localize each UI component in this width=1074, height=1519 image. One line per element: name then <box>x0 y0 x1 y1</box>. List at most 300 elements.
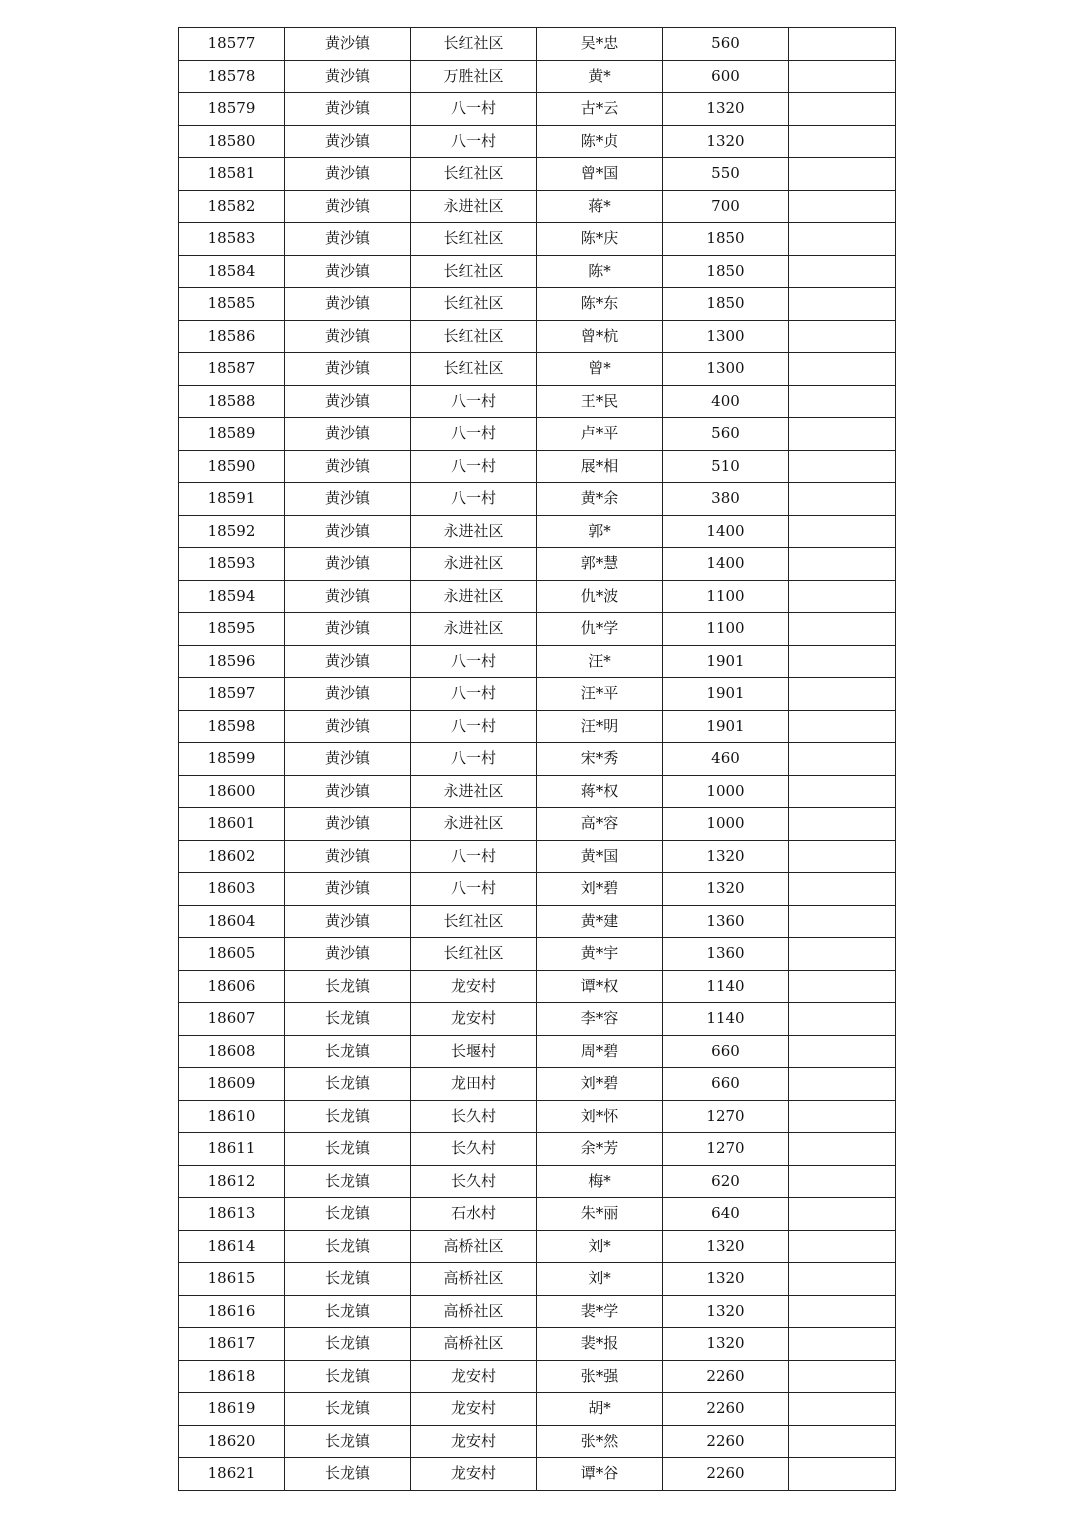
cell-serial-number: 18593 <box>179 548 285 581</box>
cell-note <box>789 873 896 906</box>
cell-name: 谭*谷 <box>537 1458 663 1491</box>
cell-amount: 1320 <box>663 1328 789 1361</box>
cell-town: 黄沙镇 <box>285 385 411 418</box>
cell-serial-number: 18592 <box>179 515 285 548</box>
cell-name: 朱*丽 <box>537 1198 663 1231</box>
cell-amount: 660 <box>663 1068 789 1101</box>
cell-serial-number: 18601 <box>179 808 285 841</box>
cell-serial-number: 18606 <box>179 970 285 1003</box>
table-row <box>179 548 896 581</box>
cell-amount: 1320 <box>663 1230 789 1263</box>
cell-note <box>789 1165 896 1198</box>
cell-name: 刘*怀 <box>537 1100 663 1133</box>
cell-town: 长龙镇 <box>285 1230 411 1263</box>
cell-note <box>789 840 896 873</box>
cell-town: 黄沙镇 <box>285 840 411 873</box>
cell-village: 长久村 <box>411 1133 537 1166</box>
table-row <box>179 60 896 93</box>
cell-name: 卢*平 <box>537 418 663 451</box>
cell-town: 黄沙镇 <box>285 190 411 223</box>
cell-village: 八一村 <box>411 93 537 126</box>
cell-town: 黄沙镇 <box>285 320 411 353</box>
cell-name: 黄* <box>537 60 663 93</box>
cell-serial-number: 18614 <box>179 1230 285 1263</box>
cell-note <box>789 320 896 353</box>
table-row <box>179 1003 896 1036</box>
cell-name: 古*云 <box>537 93 663 126</box>
cell-amount: 1140 <box>663 970 789 1003</box>
cell-name: 曾* <box>537 353 663 386</box>
cell-town: 黄沙镇 <box>285 938 411 971</box>
cell-name: 刘* <box>537 1230 663 1263</box>
cell-name: 汪*平 <box>537 678 663 711</box>
cell-amount: 620 <box>663 1165 789 1198</box>
cell-village: 长堰村 <box>411 1035 537 1068</box>
cell-amount: 2260 <box>663 1360 789 1393</box>
cell-note <box>789 710 896 743</box>
cell-village: 八一村 <box>411 710 537 743</box>
cell-name: 张*强 <box>537 1360 663 1393</box>
table-row <box>179 678 896 711</box>
cell-village: 龙田村 <box>411 1068 537 1101</box>
cell-amount: 1300 <box>663 353 789 386</box>
cell-note <box>789 1133 896 1166</box>
cell-village: 龙安村 <box>411 1360 537 1393</box>
cell-amount: 700 <box>663 190 789 223</box>
cell-amount: 2260 <box>663 1393 789 1426</box>
cell-serial-number: 18580 <box>179 125 285 158</box>
cell-note <box>789 1458 896 1491</box>
cell-amount: 600 <box>663 60 789 93</box>
cell-village: 长红社区 <box>411 28 537 61</box>
cell-name: 胡* <box>537 1393 663 1426</box>
cell-village: 八一村 <box>411 678 537 711</box>
cell-village: 永进社区 <box>411 515 537 548</box>
cell-amount: 1320 <box>663 873 789 906</box>
cell-serial-number: 18578 <box>179 60 285 93</box>
cell-name: 吴*忠 <box>537 28 663 61</box>
cell-note <box>789 970 896 1003</box>
table-row <box>179 1328 896 1361</box>
cell-amount: 560 <box>663 418 789 451</box>
cell-note <box>789 483 896 516</box>
table-row <box>179 970 896 1003</box>
cell-name: 陈* <box>537 255 663 288</box>
cell-name: 梅* <box>537 1165 663 1198</box>
table-row <box>179 1165 896 1198</box>
cell-village: 龙安村 <box>411 1003 537 1036</box>
cell-town: 黄沙镇 <box>285 255 411 288</box>
cell-amount: 1320 <box>663 125 789 158</box>
cell-note <box>789 743 896 776</box>
roster-table-body <box>179 28 896 1491</box>
cell-note <box>789 1360 896 1393</box>
cell-village: 高桥社区 <box>411 1295 537 1328</box>
table-row <box>179 1198 896 1231</box>
cell-town: 黄沙镇 <box>285 613 411 646</box>
cell-amount: 1300 <box>663 320 789 353</box>
cell-village: 长红社区 <box>411 158 537 191</box>
cell-name: 展*相 <box>537 450 663 483</box>
cell-serial-number: 18610 <box>179 1100 285 1133</box>
cell-note <box>789 385 896 418</box>
cell-village: 龙安村 <box>411 1425 537 1458</box>
table-row <box>179 125 896 158</box>
cell-village: 永进社区 <box>411 548 537 581</box>
cell-town: 黄沙镇 <box>285 288 411 321</box>
cell-name: 裴*学 <box>537 1295 663 1328</box>
table-row <box>179 483 896 516</box>
cell-note <box>789 1230 896 1263</box>
cell-note <box>789 223 896 256</box>
cell-serial-number: 18600 <box>179 775 285 808</box>
cell-village: 八一村 <box>411 483 537 516</box>
cell-village: 长红社区 <box>411 353 537 386</box>
cell-town: 长龙镇 <box>285 1068 411 1101</box>
cell-note <box>789 288 896 321</box>
cell-note <box>789 548 896 581</box>
cell-village: 长红社区 <box>411 288 537 321</box>
table-row <box>179 580 896 613</box>
table-row <box>179 158 896 191</box>
cell-town: 黄沙镇 <box>285 775 411 808</box>
cell-amount: 660 <box>663 1035 789 1068</box>
table-row <box>179 1295 896 1328</box>
cell-amount: 1320 <box>663 840 789 873</box>
table-row <box>179 645 896 678</box>
cell-town: 黄沙镇 <box>285 223 411 256</box>
cell-town: 长龙镇 <box>285 1458 411 1491</box>
table-row <box>179 613 896 646</box>
cell-serial-number: 18608 <box>179 1035 285 1068</box>
cell-town: 黄沙镇 <box>285 60 411 93</box>
cell-serial-number: 18615 <box>179 1263 285 1296</box>
table-row <box>179 1230 896 1263</box>
cell-town: 黄沙镇 <box>285 418 411 451</box>
cell-village: 八一村 <box>411 873 537 906</box>
cell-name: 陈*贞 <box>537 125 663 158</box>
cell-name: 蒋* <box>537 190 663 223</box>
cell-serial-number: 18603 <box>179 873 285 906</box>
cell-town: 黄沙镇 <box>285 450 411 483</box>
cell-amount: 400 <box>663 385 789 418</box>
cell-note <box>789 125 896 158</box>
cell-note <box>789 905 896 938</box>
cell-serial-number: 18597 <box>179 678 285 711</box>
cell-village: 八一村 <box>411 450 537 483</box>
cell-town: 黄沙镇 <box>285 710 411 743</box>
cell-town: 黄沙镇 <box>285 125 411 158</box>
cell-amount: 2260 <box>663 1458 789 1491</box>
cell-town: 长龙镇 <box>285 1295 411 1328</box>
cell-note <box>789 580 896 613</box>
cell-name: 余*芳 <box>537 1133 663 1166</box>
cell-village: 永进社区 <box>411 580 537 613</box>
cell-serial-number: 18611 <box>179 1133 285 1166</box>
cell-amount: 1901 <box>663 645 789 678</box>
cell-amount: 1270 <box>663 1100 789 1133</box>
cell-village: 高桥社区 <box>411 1263 537 1296</box>
cell-town: 长龙镇 <box>285 1360 411 1393</box>
cell-serial-number: 18585 <box>179 288 285 321</box>
cell-name: 王*民 <box>537 385 663 418</box>
cell-town: 长龙镇 <box>285 1003 411 1036</box>
cell-name: 谭*权 <box>537 970 663 1003</box>
cell-town: 长龙镇 <box>285 1165 411 1198</box>
cell-name: 汪* <box>537 645 663 678</box>
cell-name: 仇*波 <box>537 580 663 613</box>
cell-amount: 1901 <box>663 710 789 743</box>
cell-town: 黄沙镇 <box>285 580 411 613</box>
cell-name: 陈*庆 <box>537 223 663 256</box>
table-row <box>179 743 896 776</box>
table-row <box>179 28 896 61</box>
cell-serial-number: 18602 <box>179 840 285 873</box>
table-row <box>179 1360 896 1393</box>
table-row <box>179 515 896 548</box>
table-row <box>179 808 896 841</box>
cell-village: 长红社区 <box>411 905 537 938</box>
cell-name: 陈*东 <box>537 288 663 321</box>
cell-village: 龙安村 <box>411 970 537 1003</box>
cell-town: 黄沙镇 <box>285 353 411 386</box>
cell-village: 龙安村 <box>411 1458 537 1491</box>
cell-village: 永进社区 <box>411 613 537 646</box>
table-row <box>179 1393 896 1426</box>
cell-village: 永进社区 <box>411 775 537 808</box>
cell-serial-number: 18587 <box>179 353 285 386</box>
cell-town: 长龙镇 <box>285 1328 411 1361</box>
cell-note <box>789 938 896 971</box>
cell-note <box>789 1068 896 1101</box>
cell-note <box>789 418 896 451</box>
table-row <box>179 1263 896 1296</box>
table-row <box>179 450 896 483</box>
cell-town: 黄沙镇 <box>285 158 411 191</box>
cell-name: 宋*秀 <box>537 743 663 776</box>
cell-amount: 510 <box>663 450 789 483</box>
table-row <box>179 190 896 223</box>
cell-note <box>789 678 896 711</box>
cell-name: 黄*国 <box>537 840 663 873</box>
cell-note <box>789 255 896 288</box>
cell-note <box>789 28 896 61</box>
cell-note <box>789 1393 896 1426</box>
cell-serial-number: 18619 <box>179 1393 285 1426</box>
cell-town: 黄沙镇 <box>285 483 411 516</box>
cell-name: 黄*建 <box>537 905 663 938</box>
cell-note <box>789 775 896 808</box>
cell-name: 曾*国 <box>537 158 663 191</box>
table-row <box>179 255 896 288</box>
cell-town: 长龙镇 <box>285 1263 411 1296</box>
table-row <box>179 1133 896 1166</box>
cell-village: 永进社区 <box>411 190 537 223</box>
cell-serial-number: 18589 <box>179 418 285 451</box>
cell-amount: 380 <box>663 483 789 516</box>
cell-town: 长龙镇 <box>285 1100 411 1133</box>
table-row <box>179 873 896 906</box>
cell-note <box>789 1003 896 1036</box>
cell-town: 黄沙镇 <box>285 28 411 61</box>
cell-amount: 1400 <box>663 548 789 581</box>
cell-note <box>789 808 896 841</box>
cell-serial-number: 18579 <box>179 93 285 126</box>
cell-amount: 1270 <box>663 1133 789 1166</box>
cell-amount: 1320 <box>663 1295 789 1328</box>
cell-serial-number: 18581 <box>179 158 285 191</box>
cell-serial-number: 18604 <box>179 905 285 938</box>
cell-amount: 1320 <box>663 1263 789 1296</box>
cell-name: 黄*余 <box>537 483 663 516</box>
roster-table <box>178 27 896 1491</box>
cell-amount: 1850 <box>663 223 789 256</box>
cell-amount: 1140 <box>663 1003 789 1036</box>
cell-name: 郭*慧 <box>537 548 663 581</box>
cell-village: 永进社区 <box>411 808 537 841</box>
cell-serial-number: 18595 <box>179 613 285 646</box>
table-row <box>179 938 896 971</box>
cell-village: 八一村 <box>411 645 537 678</box>
table-row <box>179 353 896 386</box>
cell-serial-number: 18599 <box>179 743 285 776</box>
cell-town: 黄沙镇 <box>285 905 411 938</box>
cell-note <box>789 353 896 386</box>
cell-note <box>789 515 896 548</box>
table-row <box>179 418 896 451</box>
cell-serial-number: 18591 <box>179 483 285 516</box>
table-row <box>179 93 896 126</box>
cell-name: 裴*报 <box>537 1328 663 1361</box>
cell-amount: 1360 <box>663 938 789 971</box>
cell-note <box>789 1295 896 1328</box>
cell-serial-number: 18613 <box>179 1198 285 1231</box>
cell-note <box>789 1425 896 1458</box>
table-row <box>179 1100 896 1133</box>
cell-amount: 560 <box>663 28 789 61</box>
cell-village: 长红社区 <box>411 255 537 288</box>
cell-serial-number: 18612 <box>179 1165 285 1198</box>
cell-name: 张*然 <box>537 1425 663 1458</box>
cell-village: 高桥社区 <box>411 1230 537 1263</box>
cell-note <box>789 1263 896 1296</box>
cell-name: 仇*学 <box>537 613 663 646</box>
table-row <box>179 1035 896 1068</box>
cell-serial-number: 18605 <box>179 938 285 971</box>
cell-village: 长红社区 <box>411 223 537 256</box>
cell-amount: 1000 <box>663 808 789 841</box>
cell-name: 刘*碧 <box>537 1068 663 1101</box>
cell-village: 长久村 <box>411 1165 537 1198</box>
cell-name: 郭* <box>537 515 663 548</box>
cell-name: 汪*明 <box>537 710 663 743</box>
cell-name: 高*容 <box>537 808 663 841</box>
cell-serial-number: 18594 <box>179 580 285 613</box>
cell-town: 黄沙镇 <box>285 678 411 711</box>
cell-serial-number: 18582 <box>179 190 285 223</box>
cell-serial-number: 18590 <box>179 450 285 483</box>
table-row <box>179 1068 896 1101</box>
cell-town: 长龙镇 <box>285 1198 411 1231</box>
table-row <box>179 385 896 418</box>
cell-note <box>789 1035 896 1068</box>
cell-serial-number: 18586 <box>179 320 285 353</box>
cell-town: 长龙镇 <box>285 1425 411 1458</box>
cell-serial-number: 18583 <box>179 223 285 256</box>
cell-serial-number: 18621 <box>179 1458 285 1491</box>
cell-name: 蒋*权 <box>537 775 663 808</box>
table-row <box>179 710 896 743</box>
cell-town: 黄沙镇 <box>285 743 411 776</box>
cell-amount: 550 <box>663 158 789 191</box>
cell-name: 刘* <box>537 1263 663 1296</box>
table-row <box>179 840 896 873</box>
cell-town: 长龙镇 <box>285 1133 411 1166</box>
cell-village: 八一村 <box>411 743 537 776</box>
cell-amount: 1360 <box>663 905 789 938</box>
cell-note <box>789 60 896 93</box>
cell-amount: 1000 <box>663 775 789 808</box>
cell-serial-number: 18620 <box>179 1425 285 1458</box>
cell-amount: 460 <box>663 743 789 776</box>
table-row <box>179 905 896 938</box>
cell-serial-number: 18616 <box>179 1295 285 1328</box>
cell-village: 石水村 <box>411 1198 537 1231</box>
cell-note <box>789 645 896 678</box>
cell-town: 黄沙镇 <box>285 808 411 841</box>
table-row <box>179 223 896 256</box>
cell-note <box>789 613 896 646</box>
cell-serial-number: 18588 <box>179 385 285 418</box>
cell-village: 万胜社区 <box>411 60 537 93</box>
table-row <box>179 1458 896 1491</box>
cell-amount: 1320 <box>663 93 789 126</box>
cell-note <box>789 190 896 223</box>
cell-name: 黄*宇 <box>537 938 663 971</box>
cell-village: 八一村 <box>411 840 537 873</box>
cell-amount: 1850 <box>663 255 789 288</box>
cell-serial-number: 18618 <box>179 1360 285 1393</box>
cell-note <box>789 1328 896 1361</box>
cell-note <box>789 1100 896 1133</box>
cell-village: 高桥社区 <box>411 1328 537 1361</box>
cell-village: 龙安村 <box>411 1393 537 1426</box>
cell-note <box>789 93 896 126</box>
cell-serial-number: 18584 <box>179 255 285 288</box>
cell-amount: 1901 <box>663 678 789 711</box>
table-row <box>179 1425 896 1458</box>
cell-amount: 1100 <box>663 613 789 646</box>
cell-amount: 640 <box>663 1198 789 1231</box>
cell-village: 八一村 <box>411 385 537 418</box>
cell-town: 长龙镇 <box>285 1393 411 1426</box>
cell-note <box>789 450 896 483</box>
cell-town: 黄沙镇 <box>285 548 411 581</box>
cell-name: 李*容 <box>537 1003 663 1036</box>
cell-town: 长龙镇 <box>285 970 411 1003</box>
cell-town: 黄沙镇 <box>285 645 411 678</box>
cell-serial-number: 18607 <box>179 1003 285 1036</box>
cell-town: 黄沙镇 <box>285 93 411 126</box>
cell-amount: 1100 <box>663 580 789 613</box>
cell-village: 长红社区 <box>411 938 537 971</box>
cell-amount: 1850 <box>663 288 789 321</box>
cell-note <box>789 158 896 191</box>
cell-serial-number: 18609 <box>179 1068 285 1101</box>
cell-town: 黄沙镇 <box>285 515 411 548</box>
cell-serial-number: 18596 <box>179 645 285 678</box>
cell-name: 刘*碧 <box>537 873 663 906</box>
